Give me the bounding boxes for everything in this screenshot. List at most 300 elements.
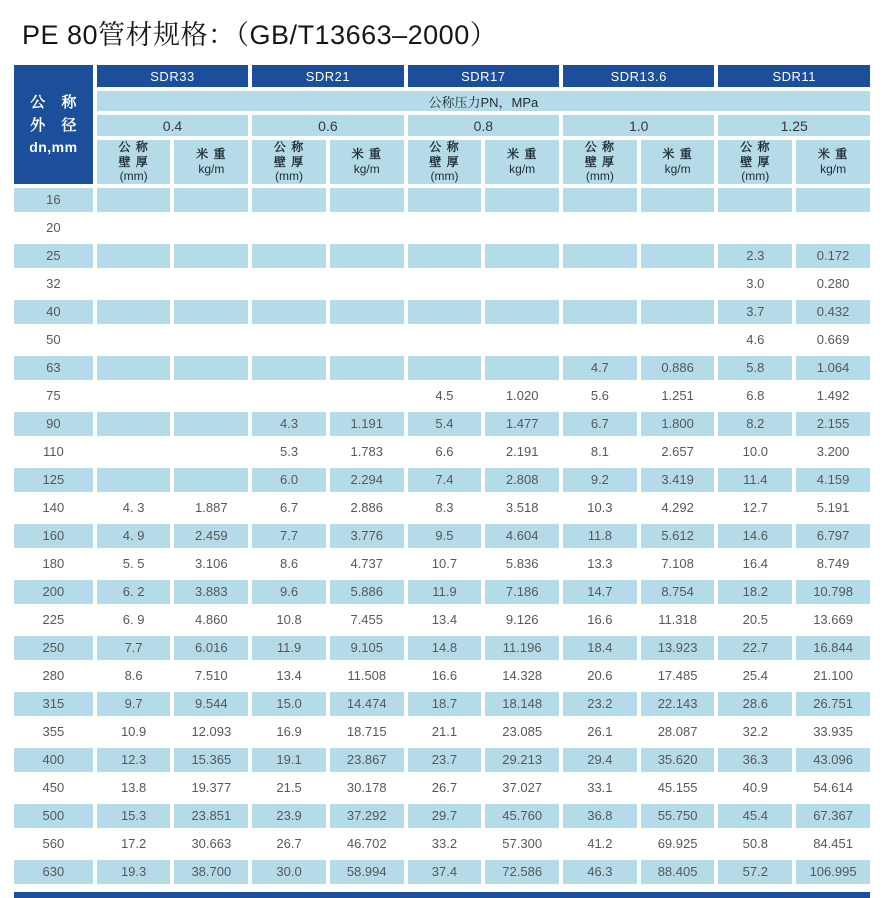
dn-cell: 40 [14, 300, 93, 324]
value-cell [330, 328, 404, 352]
value-cell: 6.6 [435, 444, 454, 460]
dn-cell: 180 [42, 556, 65, 572]
value-cell: 22.7 [718, 636, 792, 660]
value-cell: 36.8 [563, 804, 637, 828]
value-cell [408, 356, 482, 380]
table-row [14, 832, 870, 856]
table-row [14, 608, 870, 632]
value-cell: 20.6 [587, 668, 613, 684]
table-row [14, 244, 870, 268]
value-cell: 6. 2 [97, 580, 171, 604]
thickness-label-1: 公 称 [273, 140, 305, 154]
value-cell: 33.1 [587, 780, 613, 796]
value-cell: 2.886 [350, 500, 384, 516]
value-cell [408, 328, 482, 352]
sdr13-6-header: SDR13.6 [563, 65, 714, 87]
value-cell: 45.155 [657, 780, 698, 796]
value-cell: 23.2 [563, 692, 637, 716]
value-cell: 8.2 [718, 412, 792, 436]
thickness-label-1: 公 称 [118, 140, 149, 154]
value-cell: 7.7 [97, 636, 171, 660]
value-cell: 19.3 [97, 860, 171, 884]
value-cell: 12.3 [97, 748, 171, 772]
value-cell: 5.4 [408, 412, 482, 436]
spec-table [10, 61, 874, 888]
value-cell: 6.8 [746, 388, 765, 404]
value-cell: 8.754 [641, 580, 715, 604]
value-cell [330, 244, 404, 268]
sdr21-header: SDR21 [252, 65, 403, 87]
table-row [14, 524, 870, 548]
value-cell: 11.4 [718, 468, 792, 492]
thickness-label-2: 壁 厚 [273, 154, 305, 169]
value-cell: 1.020 [505, 388, 539, 404]
value-cell [641, 188, 715, 212]
value-cell: 16.6 [587, 612, 613, 628]
value-cell: 13.3 [587, 556, 613, 572]
thickness-header [252, 140, 326, 184]
dn-cell: 500 [14, 804, 93, 828]
value-cell: 8.749 [816, 556, 850, 572]
value-cell [97, 272, 171, 296]
value-cell [408, 272, 482, 296]
value-cell: 57.300 [502, 836, 543, 852]
value-cell: 13.8 [120, 780, 147, 796]
table-row [14, 748, 870, 772]
value-cell: 58.994 [330, 860, 404, 884]
dn-cell: 225 [42, 612, 65, 628]
corner-line3: dn,mm [29, 139, 78, 156]
value-cell: 3.883 [174, 580, 248, 604]
weight-unit: kg/m [820, 161, 847, 176]
value-cell: 14.328 [502, 668, 543, 684]
value-cell [485, 300, 559, 324]
value-cell: 19.1 [252, 748, 326, 772]
value-cell: 4. 3 [122, 500, 145, 516]
dn-cell: 90 [14, 412, 93, 436]
thickness-label-1: 公 称 [429, 140, 460, 154]
value-cell: 4.159 [796, 468, 870, 492]
value-cell: 23.867 [330, 748, 404, 772]
value-cell: 10.0 [742, 444, 768, 460]
value-cell [252, 384, 326, 408]
thickness-label-1: 公 称 [584, 140, 616, 154]
value-cell [252, 244, 326, 268]
value-cell [174, 356, 248, 380]
value-cell [563, 188, 637, 212]
value-cell: 69.925 [657, 836, 698, 852]
value-cell: 18.7 [408, 692, 482, 716]
value-cell: 2.155 [796, 412, 870, 436]
value-cell: 50.8 [742, 836, 768, 852]
pressure-title: 公称压力PN，MPa [97, 91, 870, 111]
value-cell: 5.3 [280, 444, 299, 460]
value-cell [97, 440, 171, 464]
value-cell: 37.027 [502, 780, 543, 796]
value-cell: 0.669 [816, 332, 850, 348]
value-cell: 4.3 [252, 412, 326, 436]
value-cell: 67.367 [796, 804, 870, 828]
value-cell [641, 300, 715, 324]
value-cell: 33.2 [431, 836, 458, 852]
value-cell: 11.9 [252, 636, 326, 660]
value-cell: 3.518 [505, 500, 539, 516]
value-cell [563, 244, 637, 268]
dn-cell: 63 [14, 356, 93, 380]
value-cell: 14.6 [718, 524, 792, 548]
value-cell: 32.2 [742, 724, 768, 740]
value-cell [174, 412, 248, 436]
value-cell: 5.886 [330, 580, 404, 604]
value-cell: 3.776 [330, 524, 404, 548]
value-cell: 45.4 [718, 804, 792, 828]
value-cell: 40.9 [742, 780, 768, 796]
pressure-title-row [14, 91, 870, 111]
value-cell: 23.851 [174, 804, 248, 828]
dn-cell: 355 [42, 724, 65, 740]
value-cell [174, 328, 248, 352]
value-cell: 11.508 [347, 668, 387, 684]
value-cell [97, 412, 171, 436]
spec-sheet [10, 61, 874, 898]
value-cell: 9.5 [408, 524, 482, 548]
value-cell: 11.9 [408, 580, 482, 604]
table-row [14, 692, 870, 716]
value-cell: 72.586 [485, 860, 559, 884]
value-cell [330, 384, 404, 408]
value-cell [641, 328, 715, 352]
value-cell: 17.2 [120, 836, 147, 852]
value-cell: 23.7 [408, 748, 482, 772]
value-cell: 7.455 [350, 612, 384, 628]
value-cell [485, 356, 559, 380]
value-cell: 4.292 [661, 500, 694, 516]
value-cell: 45.760 [485, 804, 559, 828]
value-cell: 9.6 [252, 580, 326, 604]
value-cell: 1.251 [661, 388, 694, 404]
value-cell: 25.4 [742, 668, 768, 684]
thickness-label-2: 壁 厚 [584, 154, 616, 169]
value-cell [485, 272, 559, 296]
value-cell: 6.7 [280, 500, 299, 516]
value-cell [408, 216, 482, 240]
value-cell [252, 356, 326, 380]
thickness-header [563, 140, 637, 184]
value-cell: 23.9 [252, 804, 326, 828]
value-cell: 26.7 [276, 836, 302, 852]
corner-line2: 外 径 [30, 116, 83, 134]
dn-cell: 50 [46, 332, 61, 348]
value-cell: 10.7 [431, 556, 458, 572]
value-cell: 2.657 [661, 444, 694, 460]
value-cell: 0.172 [796, 244, 870, 268]
value-cell: 1.064 [796, 356, 870, 380]
value-cell [796, 188, 870, 212]
value-cell [252, 188, 326, 212]
value-cell: 9.126 [505, 612, 539, 628]
table-row [14, 804, 870, 828]
value-cell: 41.2 [587, 836, 613, 852]
value-cell: 2.3 [718, 244, 792, 268]
value-cell: 13.4 [276, 668, 302, 684]
value-cell: 21.1 [431, 724, 458, 740]
value-cell: 10.9 [120, 724, 147, 740]
value-cell: 1.783 [350, 444, 384, 460]
value-cell: 88.405 [641, 860, 715, 884]
value-cell: 3.200 [816, 444, 850, 460]
value-cell: 30.663 [191, 836, 232, 852]
value-cell [563, 328, 637, 352]
value-cell: 21.5 [276, 780, 302, 796]
thickness-label-2: 壁 厚 [740, 154, 771, 169]
dn-cell: 125 [14, 468, 93, 492]
dn-cell: 75 [46, 388, 61, 404]
value-cell [563, 216, 637, 240]
value-cell: 55.750 [641, 804, 715, 828]
weight-unit: kg/m [509, 161, 536, 176]
value-cell [174, 440, 248, 464]
value-cell: 9.2 [563, 468, 637, 492]
value-cell [408, 244, 482, 268]
table-row [14, 356, 870, 380]
value-cell: 5.612 [641, 524, 715, 548]
value-cell [485, 328, 559, 352]
value-cell: 5.191 [816, 500, 850, 516]
value-cell [485, 244, 559, 268]
value-cell: 6.0 [252, 468, 326, 492]
value-cell [174, 188, 248, 212]
value-cell: 30.178 [346, 780, 387, 796]
value-cell [330, 216, 404, 240]
pressure-1-25: 1.25 [718, 115, 870, 136]
value-cell: 106.995 [796, 860, 870, 884]
value-cell: 8.6 [280, 556, 299, 572]
thickness-unit: (mm) [119, 169, 148, 184]
thickness-unit: (mm) [275, 169, 304, 184]
value-cell: 2.808 [485, 468, 559, 492]
value-cell: 8.3 [435, 500, 454, 516]
value-cell: 14.7 [563, 580, 637, 604]
value-cell [97, 356, 171, 380]
value-cell: 7.7 [252, 524, 326, 548]
value-cell [174, 300, 248, 324]
value-cell: 33.935 [813, 724, 853, 740]
dn-cell: 160 [14, 524, 93, 548]
value-cell: 1.887 [195, 500, 228, 516]
value-cell: 6. 9 [122, 612, 145, 628]
value-cell: 4.6 [746, 332, 765, 348]
value-cell: 16.6 [431, 668, 458, 684]
value-cell [174, 244, 248, 268]
weight-header [330, 140, 404, 184]
value-cell: 13.4 [431, 612, 458, 628]
value-cell: 43.096 [796, 748, 870, 772]
value-cell: 11.318 [658, 612, 697, 628]
weight-unit: kg/m [353, 161, 380, 176]
value-cell: 10.798 [796, 580, 870, 604]
value-cell [97, 244, 171, 268]
value-cell [718, 188, 792, 212]
value-cell: 37.4 [408, 860, 482, 884]
weight-header [796, 140, 870, 184]
corner-header [14, 65, 93, 184]
value-cell: 0.886 [641, 356, 715, 380]
value-cell: 3.106 [195, 556, 228, 572]
table-row [14, 776, 870, 800]
value-cell: 26.7 [431, 780, 458, 796]
value-cell: 16.9 [276, 724, 302, 740]
value-cell: 12.7 [742, 500, 768, 516]
value-cell [97, 468, 171, 492]
value-cell: 18.4 [563, 636, 637, 660]
thickness-unit: (mm) [585, 169, 614, 184]
value-cell: 16.4 [742, 556, 768, 572]
value-cell: 13.669 [813, 612, 853, 628]
value-cell: 7.510 [195, 668, 228, 684]
pressure-values-row [14, 115, 870, 136]
sdr17-header: SDR17 [408, 65, 559, 87]
value-cell: 36.3 [718, 748, 792, 772]
value-cell: 3.7 [718, 300, 792, 324]
table-row [14, 552, 870, 576]
value-cell [330, 356, 404, 380]
value-cell: 0.432 [796, 300, 870, 324]
value-cell: 14.474 [330, 692, 404, 716]
value-cell: 4.5 [435, 388, 454, 404]
value-cell: 11.196 [485, 636, 559, 660]
thickness-label-1: 公 称 [740, 140, 771, 154]
value-cell [174, 468, 248, 492]
value-cell: 15.365 [174, 748, 248, 772]
table-row [14, 636, 870, 660]
value-cell: 9.544 [174, 692, 248, 716]
value-cell [174, 384, 248, 408]
value-cell: 29.7 [408, 804, 482, 828]
value-cell: 46.702 [346, 836, 387, 852]
value-cell: 46.3 [563, 860, 637, 884]
weight-header [174, 140, 248, 184]
pressure-0-4: 0.4 [97, 115, 248, 136]
thickness-header [718, 140, 792, 184]
value-cell: 21.100 [813, 668, 853, 684]
value-cell: 23.085 [502, 724, 543, 740]
value-cell [330, 272, 404, 296]
table-row [14, 384, 870, 408]
pressure-0-8: 0.8 [408, 115, 559, 136]
value-cell: 5. 5 [122, 556, 145, 572]
value-cell: 84.451 [813, 836, 853, 852]
value-cell: 26.751 [796, 692, 870, 716]
weight-label: 米 重 [507, 147, 538, 162]
table-row [14, 272, 870, 296]
value-cell [563, 272, 637, 296]
value-cell [252, 216, 326, 240]
value-cell: 9.7 [97, 692, 171, 716]
value-cell: 1.800 [641, 412, 715, 436]
table-row [14, 580, 870, 604]
value-cell: 37.292 [330, 804, 404, 828]
weight-label: 米 重 [196, 147, 227, 162]
value-cell [252, 272, 326, 296]
value-cell: 22.143 [641, 692, 715, 716]
value-cell: 26.1 [587, 724, 613, 740]
value-cell [252, 300, 326, 324]
value-cell: 12.093 [191, 724, 232, 740]
table-row [14, 860, 870, 884]
value-cell: 10.3 [587, 500, 613, 516]
value-cell: 6.797 [796, 524, 870, 548]
dn-cell: 16 [14, 188, 93, 212]
value-cell: 4.737 [350, 556, 384, 572]
dn-cell: 20 [46, 220, 61, 236]
table-row [14, 328, 870, 352]
dn-cell: 560 [42, 836, 65, 852]
value-cell: 4.7 [563, 356, 637, 380]
value-cell: 15.0 [252, 692, 326, 716]
value-cell [174, 272, 248, 296]
dn-cell: 250 [14, 636, 93, 660]
value-cell: 7.108 [661, 556, 694, 572]
value-cell [97, 384, 171, 408]
value-cell [252, 328, 326, 352]
value-cell: 57.2 [718, 860, 792, 884]
value-cell: 3.0 [746, 276, 765, 292]
value-cell: 29.213 [485, 748, 559, 772]
value-cell [330, 300, 404, 324]
value-cell: 28.6 [718, 692, 792, 716]
value-cell: 10.8 [276, 612, 302, 628]
dn-cell: 25 [14, 244, 93, 268]
value-cell [718, 216, 792, 240]
value-cell: 2.459 [174, 524, 248, 548]
dn-cell: 32 [46, 276, 61, 292]
value-cell: 20.5 [742, 612, 768, 628]
page-title: PE 80管材规格：（GB/T13663–2000） [22, 20, 498, 50]
value-cell: 8.6 [124, 668, 143, 684]
weight-header [485, 140, 559, 184]
value-cell: 6.016 [174, 636, 248, 660]
weight-label: 米 重 [662, 147, 693, 162]
weight-unit: kg/m [664, 161, 691, 176]
value-cell: 3.419 [641, 468, 715, 492]
value-cell: 54.614 [813, 780, 853, 796]
value-cell: 1.477 [485, 412, 559, 436]
value-cell: 15.3 [97, 804, 171, 828]
value-cell: 2.191 [505, 444, 539, 460]
table-row [14, 720, 870, 744]
table-row [14, 412, 870, 436]
value-cell [641, 216, 715, 240]
pressure-1-0: 1.0 [563, 115, 714, 136]
value-cell: 9.105 [330, 636, 404, 660]
value-cell [563, 300, 637, 324]
value-cell [174, 216, 248, 240]
value-cell [330, 188, 404, 212]
table-row [14, 216, 870, 240]
value-cell: 18.148 [485, 692, 559, 716]
value-cell: 29.4 [563, 748, 637, 772]
value-cell [796, 216, 870, 240]
dn-cell: 200 [14, 580, 93, 604]
value-cell: 28.087 [657, 724, 698, 740]
dn-cell: 140 [42, 500, 65, 516]
corner-line1: 公 称 [30, 93, 83, 111]
value-cell [408, 300, 482, 324]
weight-label: 米 重 [817, 147, 849, 162]
weight-unit: kg/m [198, 161, 225, 176]
thickness-label-2: 壁 厚 [429, 154, 460, 169]
value-cell [641, 244, 715, 268]
